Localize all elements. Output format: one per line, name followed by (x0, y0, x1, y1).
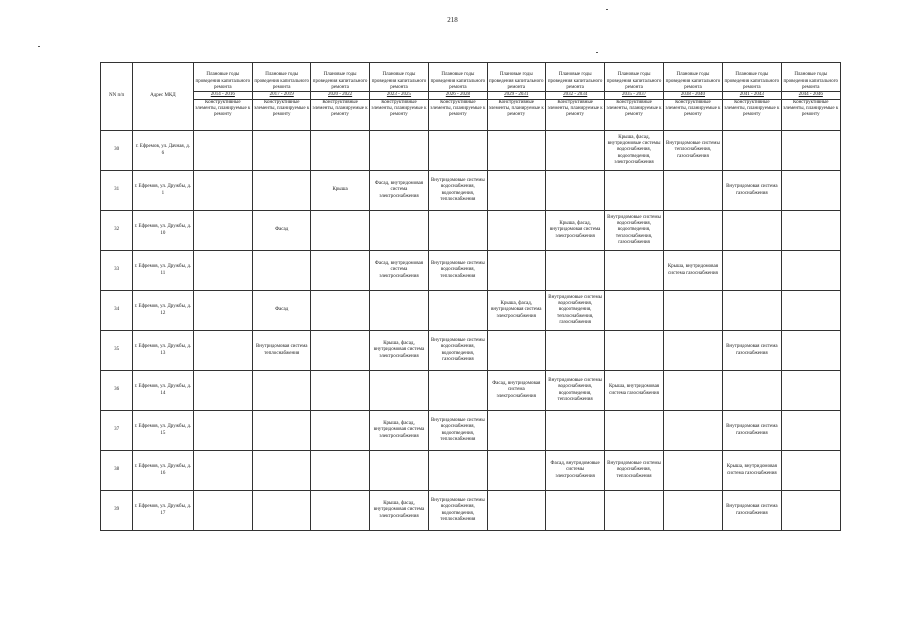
repair-cell (781, 371, 840, 411)
repair-cell (605, 251, 663, 291)
scan-speck (596, 52, 598, 53)
scan-speck (38, 46, 40, 47)
repair-cell (545, 131, 604, 171)
repair-cell (487, 491, 545, 531)
repair-cell (545, 491, 604, 531)
row-number: 33 (101, 251, 133, 291)
repair-cell (605, 491, 663, 531)
row-address: г. Ефремов, ул. Дружбы, д. 15 (133, 411, 193, 451)
header-row-title (101, 63, 841, 92)
header-period: 2035 - 2037 (605, 92, 663, 100)
repair-cell (545, 171, 604, 211)
repair-cell (487, 451, 545, 491)
header-period: 2041 - 2043 (723, 92, 781, 100)
table-row (101, 331, 841, 371)
header-planned-years: Плановые годы проведения капитального ремонта (605, 63, 663, 92)
repair-cell: Внутридомовая система газоснабжения (723, 171, 781, 211)
repair-cell: Крыша, фасад, внутридомовая система электроснабжения (369, 331, 428, 371)
repair-cell: Крыша, фасад, внутридомовая система электроснабжения (545, 211, 604, 251)
repair-cell: Внутридомовые системы водоснабжения, водоотведения, теплоснабжения (429, 411, 487, 451)
repair-cell: Внутридомовые системы водоснабжения, водоотведения, газоснабжения (429, 331, 487, 371)
row-number: 37 (101, 411, 133, 451)
repair-cell (311, 371, 369, 411)
header-period: 2023 - 2025 (369, 92, 428, 100)
header-period: 2029 - 2031 (487, 92, 545, 100)
repair-cell: Крыша, фасад, внутридомовая система электроснабжения (487, 291, 545, 331)
row-address: г. Ефремов, ул. Дружбы, д. 14 (133, 371, 193, 411)
repair-cell (663, 451, 722, 491)
repair-cell (253, 171, 311, 211)
repair-cell (605, 411, 663, 451)
repair-cell (487, 411, 545, 451)
header-planned-years: Плановые годы проведения капитального ремонта (487, 63, 545, 92)
repair-cell (781, 251, 840, 291)
repair-cell (193, 371, 252, 411)
repair-cell (605, 331, 663, 371)
repair-cell: Внутридомовые системы водоснабжения, водоотведения, теплоснабжения (545, 371, 604, 411)
header-elements: Конструктивные элементы, планируемые к ремонту (781, 100, 840, 131)
repair-cell (781, 411, 840, 451)
repair-cell (311, 451, 369, 491)
repair-cell (781, 331, 840, 371)
repair-cell: Крыша, фасад, внутридомовая система электроснабжения (369, 491, 428, 531)
header-elements: Конструктивные элементы, планируемые к ремонту (429, 100, 487, 131)
repair-cell: Внутридомовые системы водоснабжения, теплоснабжения (429, 251, 487, 291)
header-elements: Конструктивные элементы, планируемые к ремонту (369, 100, 428, 131)
repair-cell (487, 171, 545, 211)
header-period: 2032 - 2034 (545, 92, 604, 100)
row-number: 34 (101, 291, 133, 331)
table-row (101, 451, 841, 491)
repair-cell: Фасад, внутридомовая система электроснабжения (369, 251, 428, 291)
repair-cell: Фасад, внутридомовая система электроснабжения (487, 371, 545, 411)
repair-cell (723, 371, 781, 411)
repair-cell: Крыша (311, 171, 369, 211)
table-row (101, 171, 841, 211)
header-elements: Конструктивные элементы, планируемые к ремонту (193, 100, 252, 131)
repair-cell (369, 131, 428, 171)
header-planned-years: Плановые годы проведения капитального ремонта (193, 63, 252, 92)
repair-cell: Внутридомовая система газоснабжения (723, 491, 781, 531)
repair-cell (487, 131, 545, 171)
header-elements: Конструктивные элементы, планируемые к ремонту (545, 100, 604, 131)
repair-cell (487, 331, 545, 371)
repair-cell: Внутридомовая система газоснабжения (723, 331, 781, 371)
table-row (101, 211, 841, 251)
repair-cell (429, 451, 487, 491)
row-number: 39 (101, 491, 133, 531)
repair-cell (311, 131, 369, 171)
repair-cell: Крыша, внутридомовая система газоснабжения (723, 451, 781, 491)
header-elements: Конструктивные элементы, планируемые к ремонту (487, 100, 545, 131)
row-number: 32 (101, 211, 133, 251)
table-row (101, 131, 841, 171)
repair-cell: Внутридомовая система теплоснабжения (253, 331, 311, 371)
repair-cell (193, 411, 252, 451)
header-planned-years: Плановые годы проведения капитального ремонта (253, 63, 311, 92)
repair-cell (369, 291, 428, 331)
repair-cell (663, 371, 722, 411)
repair-cell (253, 371, 311, 411)
repair-cell: Фасад (253, 291, 311, 331)
header-planned-years: Плановые годы проведения капитального ремонта (369, 63, 428, 92)
repair-cell: Фасад, внутридомовые системы электроснабжения (545, 451, 604, 491)
header-elements: Конструктивные элементы, планируемые к ремонту (253, 100, 311, 131)
repair-cell: Крыша, фасад, внутридомовая система электроснабжения (369, 411, 428, 451)
repair-cell (429, 131, 487, 171)
header-period: 2017 - 2019 (253, 92, 311, 100)
repair-cell (487, 211, 545, 251)
row-number: 31 (101, 171, 133, 211)
header-period: 2020 - 2022 (311, 92, 369, 100)
header-planned-years: Плановые годы проведения капитального ремонта (663, 63, 722, 92)
repair-cell (193, 211, 252, 251)
repair-cell (723, 131, 781, 171)
repair-cell (487, 251, 545, 291)
repair-cell (311, 331, 369, 371)
header-nn: NN п/п (101, 63, 133, 131)
repair-cell: Фасад (253, 211, 311, 251)
repair-cell (253, 411, 311, 451)
row-number: 30 (101, 131, 133, 171)
repair-cell (781, 171, 840, 211)
repair-cell: Фасад, внутридомовая система электроснабжения (369, 171, 428, 211)
row-address: г. Ефремов, ул. Дружбы, д. 16 (133, 451, 193, 491)
repair-cell (311, 411, 369, 451)
repair-cell (723, 291, 781, 331)
repair-cell (311, 251, 369, 291)
repair-cell (545, 411, 604, 451)
repair-cell (369, 451, 428, 491)
repair-cell (253, 451, 311, 491)
repair-cell (253, 491, 311, 531)
header-planned-years: Плановые годы проведения капитального ремонта (723, 63, 781, 92)
repair-cell (193, 451, 252, 491)
row-number: 38 (101, 451, 133, 491)
row-number: 36 (101, 371, 133, 411)
repair-cell (369, 211, 428, 251)
repair-cell: Крыша, внутридомовая система газоснабжения (663, 251, 722, 291)
header-planned-years: Плановые годы проведения капитального ремонта (545, 63, 604, 92)
header-planned-years: Плановые годы проведения капитального ремонта (429, 63, 487, 92)
repair-cell (605, 171, 663, 211)
repair-cell (369, 371, 428, 411)
repair-cell (311, 211, 369, 251)
repair-cell (723, 251, 781, 291)
repair-cell: Внутридомовые системы теплоснабжения, газоснабжения (663, 131, 722, 171)
page-number: 218 (447, 16, 458, 24)
row-address: г. Ефремов, ул. Дружбы, д. 13 (133, 331, 193, 371)
repair-cell (545, 331, 604, 371)
header-planned-years: Плановые годы проведения капитального ремонта (311, 63, 369, 92)
row-address: г. Ефремов, ул. Дружбы, д. 1 (133, 171, 193, 211)
repair-cell: Внутридомовые системы водоснабжения, водоотведения, теплоснабжения, газоснабжения (605, 211, 663, 251)
repair-cell (429, 371, 487, 411)
repair-cell (193, 491, 252, 531)
row-address: г. Ефремов, ул. Дачная, д. 6 (133, 131, 193, 171)
row-address: г. Ефремов, ул. Дружбы, д. 17 (133, 491, 193, 531)
repair-cell (781, 451, 840, 491)
repair-cell (193, 131, 252, 171)
row-address: г. Ефремов, ул. Дружбы, д. 10 (133, 211, 193, 251)
repair-cell (311, 291, 369, 331)
table-row (101, 491, 841, 531)
repair-cell (193, 291, 252, 331)
header-elements: Конструктивные элементы, планируемые к ремонту (311, 100, 369, 131)
repair-cell (429, 291, 487, 331)
repair-cell (545, 251, 604, 291)
repair-cell: Крыша, фасад, внутридомовые системы водоснабжения, водоотведения, электроснабжения (605, 131, 663, 171)
table-row (101, 411, 841, 451)
header-period: 2038 - 2040 (663, 92, 722, 100)
repair-cell (781, 131, 840, 171)
repair-cell (193, 171, 252, 211)
repair-cell (663, 171, 722, 211)
repair-cell (605, 291, 663, 331)
repair-cell (781, 291, 840, 331)
repair-cell: Внутридомовые системы водоснабжения, водоотведения, теплоснабжения, газоснабжения (545, 291, 604, 331)
repair-cell: Крыша, внутридомовая система газоснабжения (605, 371, 663, 411)
header-elements: Конструктивные элементы, планируемые к ремонту (605, 100, 663, 131)
header-elements: Конструктивные элементы, планируемые к ремонту (663, 100, 722, 131)
table-row (101, 251, 841, 291)
repair-cell (663, 211, 722, 251)
repair-cell: Внутридомовая система газоснабжения (723, 411, 781, 451)
repair-cell (253, 251, 311, 291)
repair-cell (781, 491, 840, 531)
header-period: 2014 - 2016 (193, 92, 252, 100)
capital-repair-table (100, 62, 841, 531)
repair-cell (663, 491, 722, 531)
header-period: 2026 - 2028 (429, 92, 487, 100)
row-address: г. Ефремов, ул. Дружбы, д. 12 (133, 291, 193, 331)
repair-cell (723, 211, 781, 251)
header-row-elements (101, 100, 841, 131)
table-row (101, 371, 841, 411)
repair-cell (781, 211, 840, 251)
repair-cell (253, 131, 311, 171)
header-period: 2044 - 2046 (781, 92, 840, 100)
repair-cell: Внутридомовые системы водоснабжения, водоотведения, теплоснабжения (429, 491, 487, 531)
repair-cell: Внутридомовые системы водоснабжения, водоотведения, теплоснабжения (429, 171, 487, 211)
scan-speck (606, 9, 608, 10)
repair-cell (193, 251, 252, 291)
table-row (101, 291, 841, 331)
row-number: 35 (101, 331, 133, 371)
repair-cell (193, 331, 252, 371)
repair-cell (663, 291, 722, 331)
repair-cell (429, 211, 487, 251)
header-elements: Конструктивные элементы, планируемые к ремонту (723, 100, 781, 131)
repair-cell (663, 411, 722, 451)
repair-cell (311, 491, 369, 531)
header-address: Адрес МКД (133, 63, 193, 131)
header-row-period (101, 92, 841, 100)
row-address: г. Ефремов, ул. Дружбы, д. 11 (133, 251, 193, 291)
repair-cell (663, 331, 722, 371)
header-planned-years: Плановые годы проведения капитального ремонта (781, 63, 840, 92)
repair-cell: Внутридомовые системы водоснабжения, теплоснабжения (605, 451, 663, 491)
